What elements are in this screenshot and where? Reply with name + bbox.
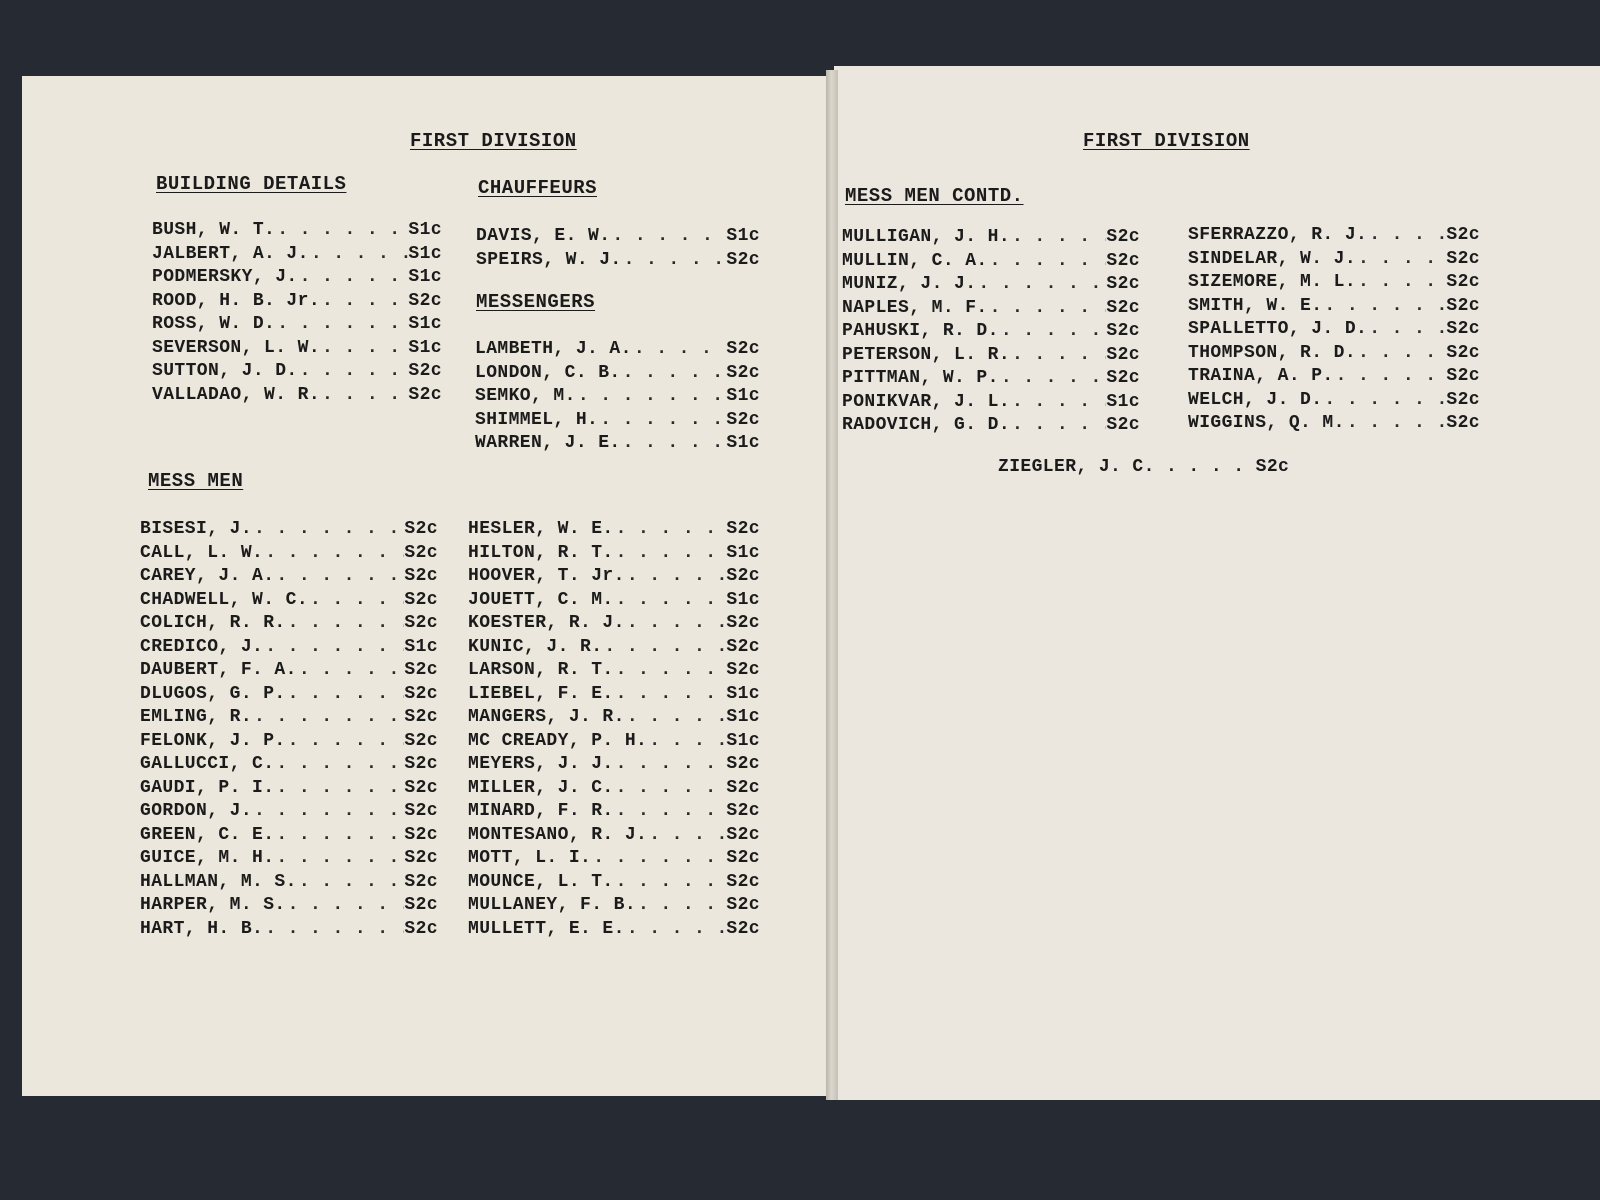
dot-leader: [999, 320, 1107, 344]
roster-name: MOTT, L. I.: [468, 848, 592, 868]
dot-leader: [1010, 344, 1106, 368]
dot-leader: [320, 337, 408, 361]
messengers-list: [475, 338, 760, 456]
roster-rate: S2c: [1446, 366, 1480, 386]
roster-name: SHIMMEL, H.: [475, 409, 599, 430]
roster-name: MOUNCE, L. T.: [468, 871, 614, 892]
roster-name: BUSH, W. T.: [152, 220, 276, 240]
roster-rate: S1c: [408, 267, 442, 287]
roster-entry: [140, 683, 438, 707]
roster-entry: [140, 753, 438, 777]
roster-name: GALLUCCI, C.: [140, 754, 275, 774]
dot-leader: [274, 753, 404, 777]
roster-rate: S2c: [726, 660, 760, 680]
chauffeurs-list: [476, 225, 760, 272]
roster-entry: [468, 589, 760, 613]
dot-leader: [286, 612, 405, 636]
roster-name: MINARD, F. R.: [468, 801, 614, 821]
roster-rate: S2c: [404, 613, 438, 633]
roster-name: SPALLETTO, J. D.: [1188, 319, 1368, 339]
roster-rate: S2c: [404, 754, 438, 774]
dot-leader: [576, 385, 727, 409]
dot-leader: [275, 219, 408, 243]
roster-name: PAHUSKI, R. D.: [842, 321, 999, 341]
roster-name: MANGERS, J. R.: [468, 707, 625, 727]
roster-rate: S2c: [726, 613, 760, 633]
dot-leader: [308, 589, 404, 613]
roster-name: RADOVICH, G. D.: [842, 415, 1011, 435]
dot-leader: [591, 847, 726, 871]
dot-leader: [1322, 295, 1446, 319]
roster-name: MEYERS, J. J.: [468, 754, 614, 774]
roster-rate: S2c: [408, 361, 442, 381]
building-details-list: [152, 219, 442, 407]
roster-name: SUTTON, J. D.: [152, 361, 298, 381]
roster-rate: S1c: [726, 707, 760, 727]
roster-entry: [1188, 412, 1480, 436]
roster-rate: S2c: [726, 339, 760, 359]
roster-entry: [140, 871, 438, 895]
roster-rate: S2c: [726, 362, 760, 383]
dot-leader: [988, 297, 1107, 321]
dot-leader: [1010, 414, 1106, 438]
roster-entry: [468, 894, 760, 918]
dot-leader: [625, 565, 727, 589]
roster-name: MONTESANO, R. J.: [468, 824, 648, 845]
dot-leader: [286, 894, 405, 918]
roster-name: LAMBETH, J. A.: [475, 339, 632, 359]
roster-name: HARPER, M. S.: [140, 895, 286, 915]
roster-entry: [152, 337, 442, 361]
roster-entry: [468, 542, 760, 566]
roster-name: WARREN, J. E.: [475, 433, 621, 453]
roster-rate: S2c: [726, 895, 760, 915]
right-page-title: FIRST DIVISION: [1083, 130, 1250, 152]
roster-name: GREEN, C. E.: [140, 824, 275, 845]
roster-rate: S1c: [1106, 391, 1140, 412]
roster-name: HILTON, R. T.: [468, 542, 614, 563]
roster-rate: S2c: [726, 777, 760, 798]
roster-rate: S2c: [404, 589, 438, 610]
roster-name: COLICH, R. R.: [140, 613, 286, 633]
roster-entry: [475, 362, 760, 386]
roster-name: HESLER, W. E.: [468, 519, 614, 539]
roster-rate: S2c: [1106, 227, 1140, 247]
left-page-title: FIRST DIVISION: [410, 130, 577, 152]
dot-leader: [286, 730, 405, 754]
roster-name: JOUETT, C. M.: [468, 589, 614, 610]
roster-name: DAUBERT, F. A.: [140, 660, 297, 680]
roster-entry: [475, 338, 760, 362]
roster-rate: S2c: [1106, 344, 1140, 365]
roster-entry: [468, 706, 760, 730]
dot-leader: [988, 250, 1107, 274]
roster-rate: S1c: [726, 730, 760, 751]
roster-entry: [468, 636, 760, 660]
dot-leader: [598, 409, 726, 433]
roster-rate: S2c: [404, 519, 438, 539]
mess-men-contd-heading: MESS MEN CONTD.: [845, 185, 1024, 207]
roster-entry: [842, 344, 1140, 368]
roster-rate: S1c: [726, 683, 760, 704]
roster-rate: S2c: [404, 871, 438, 892]
roster-name: MULLIGAN, J. H.: [842, 227, 1011, 247]
dot-leader: [614, 518, 727, 542]
roster-entry: [468, 918, 760, 942]
dot-leader: [1356, 248, 1446, 272]
roster-entry: [152, 290, 442, 314]
dot-leader: [1010, 226, 1106, 250]
roster-entry: [1188, 295, 1480, 319]
roster-name: BISESI, J.: [140, 519, 253, 539]
roster-entry: [476, 249, 760, 273]
roster-rate: S2c: [726, 249, 760, 270]
roster-entry: [1188, 365, 1480, 389]
roster-rate: S2c: [726, 801, 760, 821]
roster-rate: S2c: [404, 707, 438, 727]
dot-leader: [614, 800, 727, 824]
roster-entry: [140, 659, 438, 683]
roster-entry: [152, 266, 442, 290]
dot-leader: [320, 384, 408, 408]
dot-leader: [263, 636, 404, 660]
dot-leader: [614, 683, 727, 707]
dot-leader: [298, 360, 409, 384]
mess-men-left-column: [140, 518, 438, 941]
dot-leader: [621, 432, 727, 456]
dot-leader: [263, 542, 404, 566]
dot-leader: [1345, 412, 1447, 436]
dot-leader: [999, 367, 1107, 391]
roster-entry: [140, 894, 438, 918]
dot-leader: [1356, 271, 1446, 295]
roster-name: WIGGINS, Q. M.: [1188, 413, 1345, 433]
roster-name: KUNIC, J. R.: [468, 636, 603, 657]
dot-leader: [274, 565, 404, 589]
messengers-heading: MESSENGERS: [476, 291, 596, 313]
roster-rate: S2c: [1446, 342, 1480, 363]
dot-leader: [297, 659, 405, 683]
booklet-spine: [826, 70, 838, 1100]
roster-rate: S2c: [1446, 389, 1480, 410]
roster-entry: [842, 226, 1140, 250]
roster-name: WELCH, J. D.: [1188, 389, 1323, 410]
roster-rate: S2c: [404, 918, 438, 939]
roster-rate: S2c: [1106, 250, 1140, 271]
roster-entry: [1188, 318, 1480, 342]
roster-rate: S1c: [408, 220, 442, 240]
roster-name: MUNIZ, J. J.: [842, 274, 977, 294]
roster-rate: S2c: [1446, 225, 1480, 245]
roster-name: KOESTER, R. J.: [468, 613, 625, 633]
roster-entry: [468, 565, 760, 589]
dot-leader: [274, 777, 404, 801]
dot-leader: [263, 918, 404, 942]
roster-name: ROSS, W. D.: [152, 314, 276, 334]
roster-name: SPEIRS, W. J.: [476, 249, 622, 270]
dot-leader: [1367, 318, 1446, 342]
dot-leader: [614, 777, 727, 801]
roster-rate: S1c: [408, 243, 442, 264]
roster-rate: S2c: [726, 566, 760, 586]
roster-entry: [140, 918, 438, 942]
roster-entry: [140, 589, 438, 613]
dot-leader: [286, 683, 405, 707]
roster-rate: S2c: [726, 754, 760, 774]
roster-entry: [140, 730, 438, 754]
dot-leader: [647, 730, 726, 754]
roster-name: GORDON, J.: [140, 801, 253, 821]
roster-name: PETERSON, L. R.: [842, 344, 1011, 365]
roster-rate: S2c: [404, 730, 438, 751]
roster-entry: [152, 313, 442, 337]
dot-leader: [298, 266, 409, 290]
dot-leader: [309, 243, 409, 267]
roster-rate: S2c: [404, 566, 438, 586]
roster-name: TRAINA, A. P.: [1188, 366, 1334, 386]
roster-rate: S2c: [1446, 295, 1480, 316]
roster-rate: S2c: [408, 384, 442, 405]
right-page: [834, 66, 1600, 1100]
roster-entry: [468, 800, 760, 824]
roster-entry: [152, 219, 442, 243]
roster-entry: [152, 243, 442, 267]
roster-name: CHADWELL, W. C.: [140, 589, 309, 610]
roster-rate: S2c: [726, 409, 760, 430]
roster-rate: S1c: [726, 589, 760, 610]
roster-entry: [140, 777, 438, 801]
roster-rate: S2c: [1446, 272, 1480, 292]
roster-rate: S2c: [404, 895, 438, 915]
dot-leader: [614, 589, 727, 613]
dot-leader: [1334, 365, 1447, 389]
roster-entry: [468, 847, 760, 871]
roster-entry: [140, 706, 438, 730]
dot-leader: [274, 824, 404, 848]
roster-rate: S2c: [404, 542, 438, 563]
roster-entry: [140, 542, 438, 566]
roster-entry: [475, 409, 760, 433]
roster-name: LONDON, C. B.: [475, 362, 621, 383]
roster-rate: S2c: [1106, 415, 1140, 435]
roster-entry: [468, 518, 760, 542]
final-entry-name: ZIEGLER, J. C.: [998, 457, 1155, 477]
roster-entry: [842, 250, 1140, 274]
roster-name: PITTMAN, W. P.: [842, 368, 999, 388]
roster-name: FELONK, J. P.: [140, 730, 286, 751]
roster-name: ROOD, H. B. Jr.: [152, 290, 321, 311]
dot-leader: [1010, 391, 1106, 415]
dot-leader: [1322, 389, 1446, 413]
dot-leader: [625, 612, 727, 636]
roster-entry: [1188, 248, 1480, 272]
roster-name: VALLADAO, W. R.: [152, 384, 321, 405]
roster-rate: S2c: [726, 519, 760, 539]
roster-rate: S2c: [1106, 368, 1140, 388]
roster-name: MULLIN, C. A.: [842, 250, 988, 271]
roster-name: SIZEMORE, M. L.: [1188, 272, 1357, 292]
roster-entry: [140, 824, 438, 848]
roster-entry: [842, 391, 1140, 415]
dot-leader: [621, 362, 727, 386]
roster-rate: S2c: [726, 918, 760, 939]
roster-name: GUICE, M. H.: [140, 848, 275, 868]
roster-name: HART, H. B.: [140, 918, 264, 939]
roster-rate: S1c: [726, 226, 760, 246]
roster-entry: [1188, 342, 1480, 366]
roster-rate: S2c: [1106, 321, 1140, 341]
building-details-heading: BUILDING DETAILS: [156, 173, 347, 195]
roster-rate: S2c: [726, 848, 760, 868]
dot-leader: [320, 290, 408, 314]
dot-leader: [636, 894, 726, 918]
roster-entry: [1188, 271, 1480, 295]
dot-leader: [610, 225, 726, 249]
dot-leader: [614, 659, 727, 683]
roster-entry: [1188, 389, 1480, 413]
roster-rate: S2c: [404, 824, 438, 845]
roster-name: HOOVER, T. Jr.: [468, 566, 625, 586]
roster-entry: [468, 730, 760, 754]
roster-entry: [140, 612, 438, 636]
roster-name: CALL, L. W.: [140, 542, 264, 563]
roster-name: SEMKO, M.: [475, 386, 576, 406]
final-entry-rate: S2c: [1255, 457, 1290, 477]
roster-name: NAPLES, M. F.: [842, 297, 988, 318]
mess-men-heading: MESS MEN: [148, 470, 244, 492]
roster-rate: S2c: [1106, 297, 1140, 318]
roster-name: MULLETT, E. E.: [468, 918, 625, 939]
dot-leader: [625, 918, 727, 942]
roster-name: LIEBEL, F. E.: [468, 683, 614, 704]
roster-entry: [468, 871, 760, 895]
roster-name: DAVIS, E. W.: [476, 226, 611, 246]
roster-entry: [140, 847, 438, 871]
dot-leader: [976, 273, 1106, 297]
roster-entry: [140, 565, 438, 589]
roster-rate: S2c: [404, 777, 438, 798]
roster-name: HALLMAN, M. S.: [140, 871, 297, 892]
roster-rate: S2c: [1446, 319, 1480, 339]
roster-entry: [842, 297, 1140, 321]
roster-rate: S2c: [726, 824, 760, 845]
roster-rate: S2c: [726, 871, 760, 892]
roster-rate: S1c: [404, 636, 438, 657]
roster-rate: S2c: [1446, 248, 1480, 269]
roster-entry: [468, 824, 760, 848]
roster-rate: S1c: [408, 314, 442, 334]
roster-entry: [468, 683, 760, 707]
dot-leader: [622, 249, 727, 273]
roster-entry: [140, 518, 438, 542]
roster-rate: S2c: [404, 801, 438, 821]
roster-name: PONIKVAR, J. L.: [842, 391, 1011, 412]
roster-name: GAUDI, P. I.: [140, 777, 275, 798]
roster-entry: [1188, 224, 1480, 248]
roster-rate: S1c: [408, 337, 442, 358]
dot-leader: [1367, 224, 1446, 248]
roster-name: SFERRAZZO, R. J.: [1188, 225, 1368, 245]
roster-rate: S2c: [404, 848, 438, 868]
roster-name: CREDICO, J.: [140, 636, 264, 657]
roster-entry: [468, 753, 760, 777]
roster-entry: [468, 612, 760, 636]
mess-men-contd-left-column: [842, 226, 1140, 438]
roster-name: SMITH, W. E.: [1188, 295, 1323, 316]
roster-entry: [475, 385, 760, 409]
dot-leader: [614, 871, 727, 895]
roster-rate: S2c: [726, 636, 760, 657]
dot-leader: [252, 706, 404, 730]
roster-rate: S2c: [404, 683, 438, 704]
roster-name: SINDELAR, W. J.: [1188, 248, 1357, 269]
roster-name: EMLING, R.: [140, 707, 253, 727]
dot-leader: [614, 542, 727, 566]
dot-leader: [1356, 342, 1446, 366]
dot-leader: [252, 518, 404, 542]
mess-men-right-column: [468, 518, 760, 941]
roster-entry: [152, 360, 442, 384]
dot-leader: [252, 800, 404, 824]
dot-leader: [614, 753, 727, 777]
dot-leader: [297, 871, 405, 895]
roster-name: DLUGOS, G. P.: [140, 683, 286, 704]
roster-entry: [842, 367, 1140, 391]
chauffeurs-heading: CHAUFFEURS: [478, 177, 598, 199]
roster-rate: S1c: [726, 386, 760, 406]
dot-leader: [625, 706, 727, 730]
roster-name: LARSON, R. T.: [468, 660, 614, 680]
roster-rate: S1c: [726, 433, 760, 453]
roster-entry: [842, 273, 1140, 297]
roster-entry: [140, 800, 438, 824]
roster-name: PODMERSKY, J.: [152, 267, 298, 287]
roster-entry: [475, 432, 760, 456]
roster-name: CAREY, J. A.: [140, 566, 275, 586]
final-entry-dots: . . . .: [1166, 457, 1245, 477]
dot-leader: [274, 847, 404, 871]
roster-name: SEVERSON, L. W.: [152, 337, 321, 358]
roster-entry: [152, 384, 442, 408]
roster-rate: S1c: [726, 542, 760, 563]
mess-men-contd-right-column: [1188, 224, 1480, 436]
roster-entry: [476, 225, 760, 249]
roster-entry: [842, 320, 1140, 344]
roster-entry: [468, 777, 760, 801]
roster-entry: [468, 659, 760, 683]
roster-name: MC CREADY, P. H.: [468, 730, 648, 751]
dot-leader: [647, 824, 726, 848]
roster-rate: S2c: [1446, 413, 1480, 433]
roster-name: THOMPSON, R. D.: [1188, 342, 1357, 363]
roster-entry: [842, 414, 1140, 438]
final-entry: [998, 457, 1289, 477]
roster-name: MULLANEY, F. B.: [468, 895, 637, 915]
dot-leader: [632, 338, 727, 362]
dot-leader: [602, 636, 726, 660]
roster-name: MILLER, J. C.: [468, 777, 614, 798]
roster-rate: S2c: [408, 290, 442, 311]
roster-entry: [140, 636, 438, 660]
roster-rate: S2c: [404, 660, 438, 680]
dot-leader: [275, 313, 408, 337]
roster-name: JALBERT, A. J.: [152, 243, 309, 264]
roster-rate: S2c: [1106, 274, 1140, 294]
